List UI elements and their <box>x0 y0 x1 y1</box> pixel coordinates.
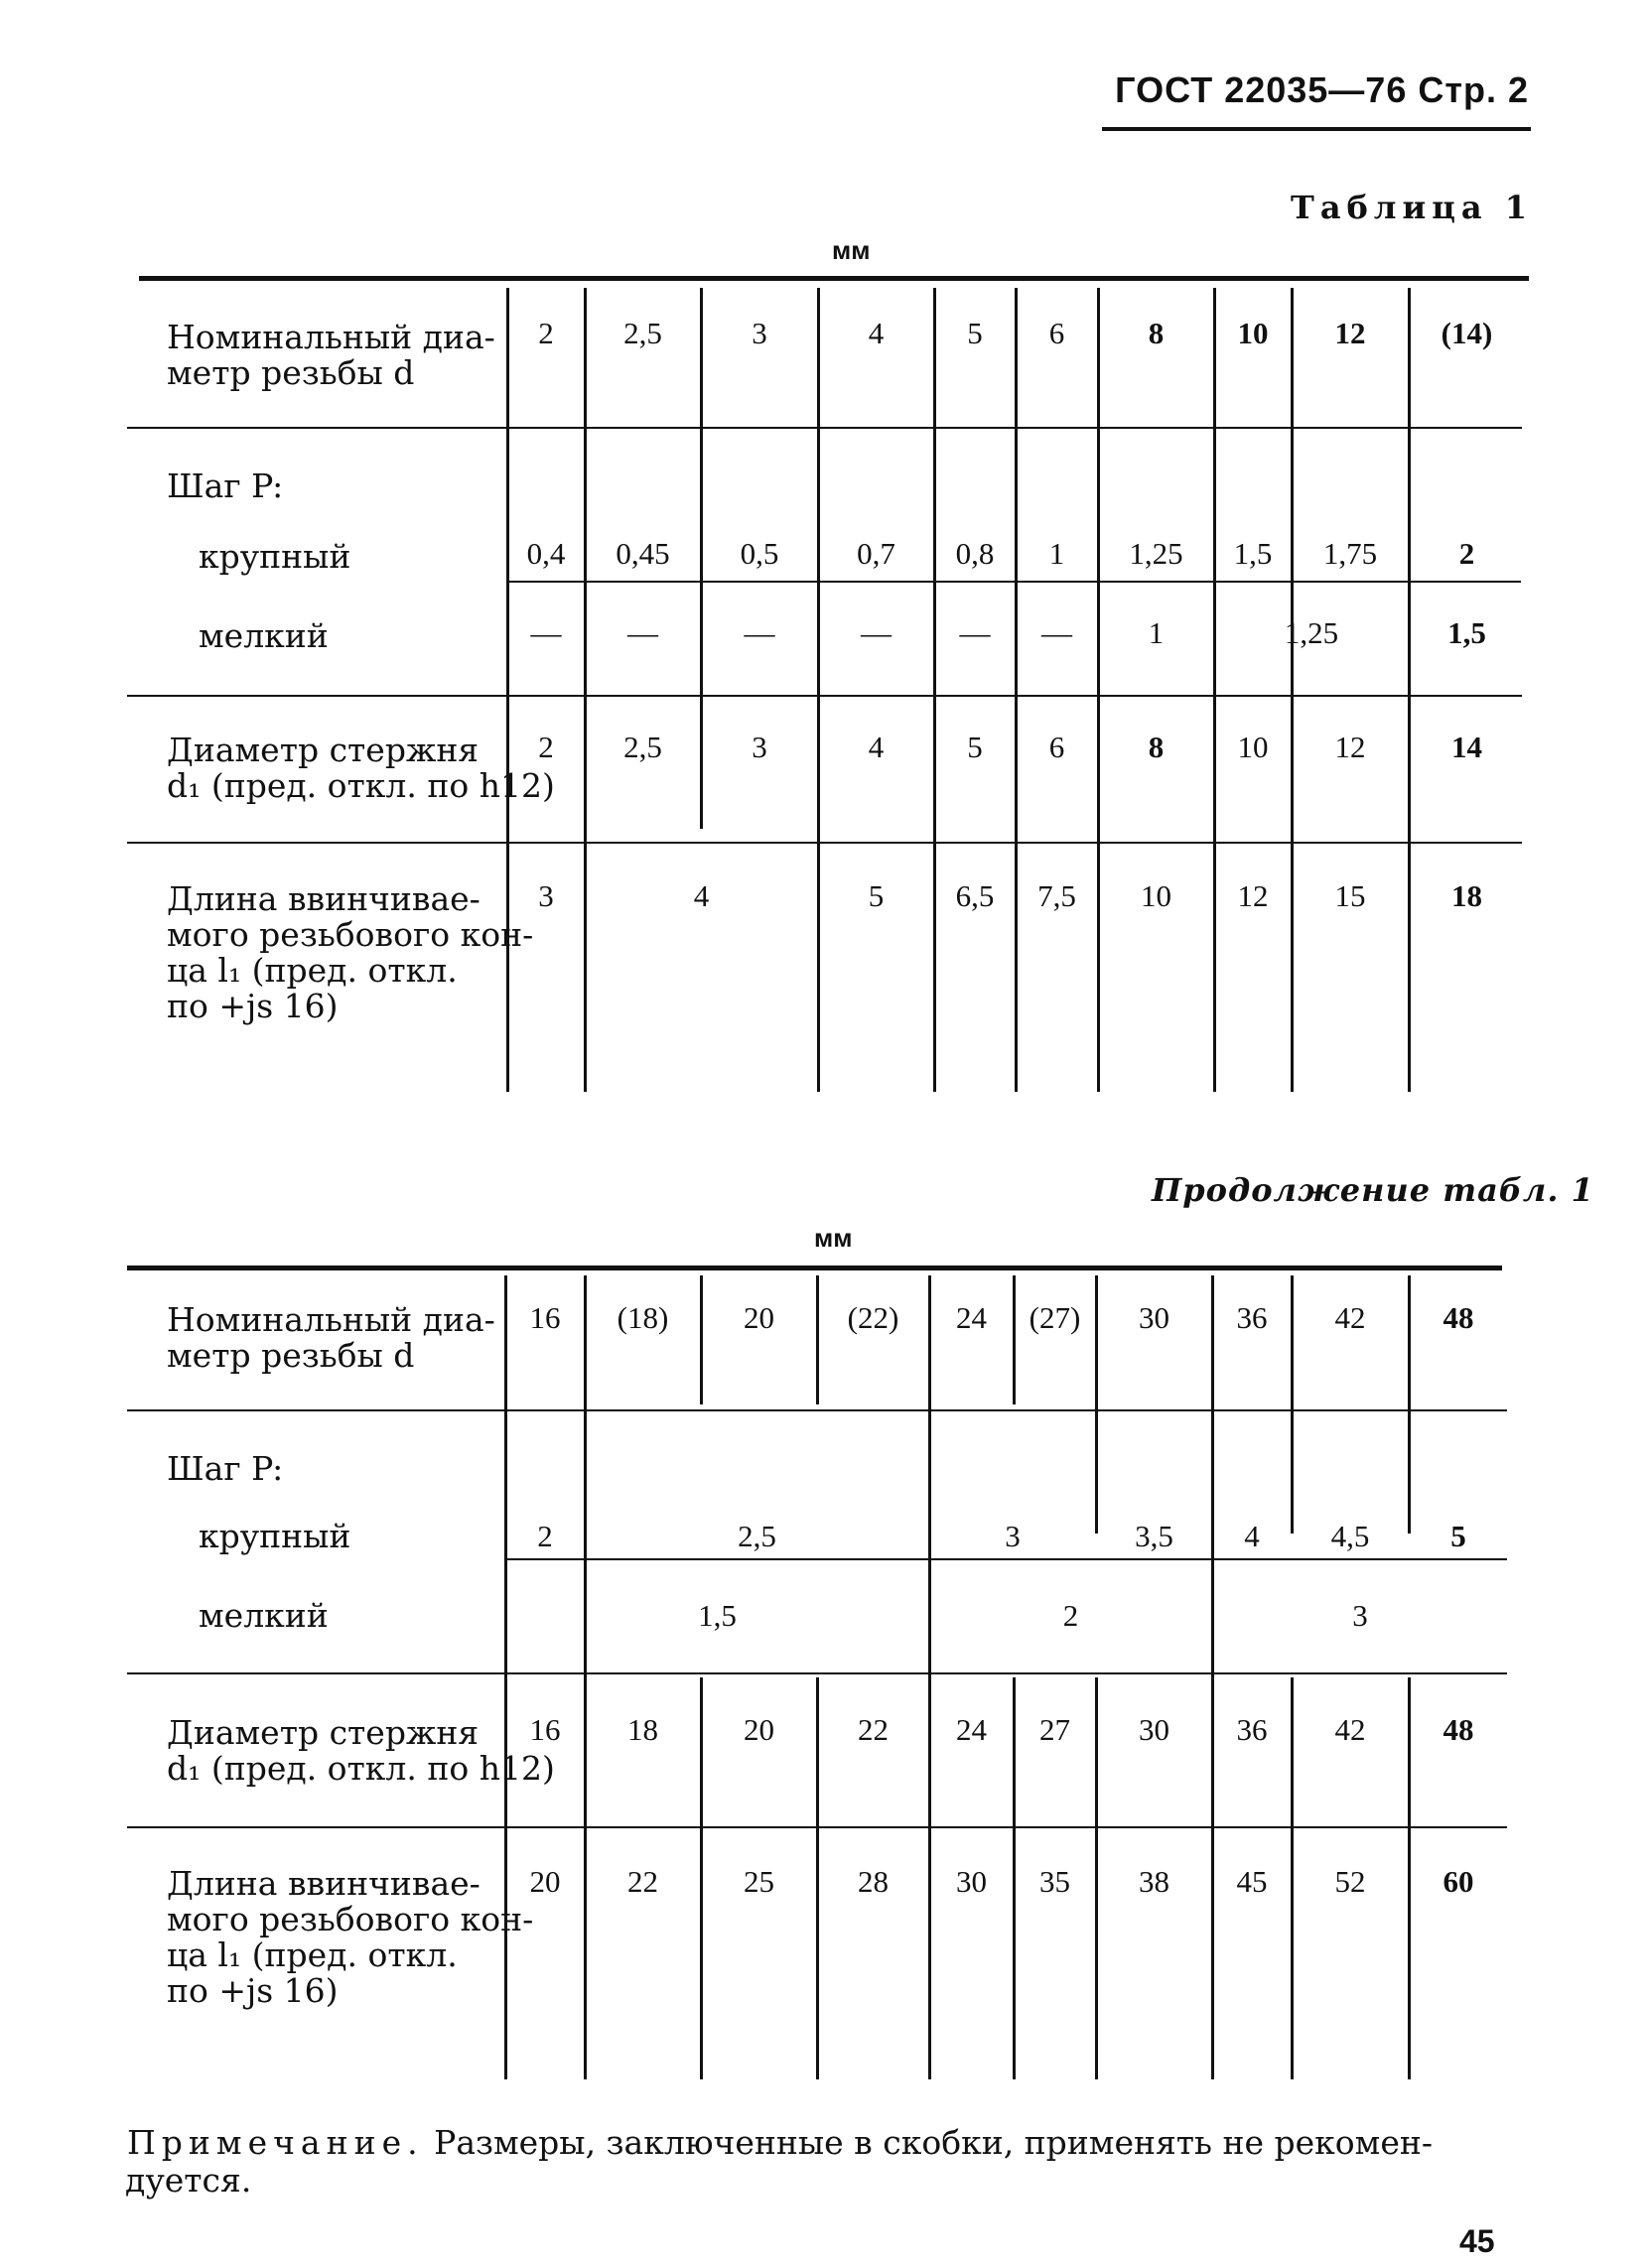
table-cell: 8 <box>1148 316 1165 350</box>
table2-row-rule <box>127 1409 1507 1411</box>
table-cell: 2 <box>1062 1598 1079 1633</box>
table-cell: 6 <box>1048 730 1065 764</box>
table-cell: 5 <box>967 316 983 350</box>
table-cell: 30 <box>956 1864 987 1899</box>
table-cell: (22) <box>847 1300 899 1335</box>
table-cell: 4 <box>868 316 885 350</box>
table2-divider <box>584 1275 587 2079</box>
table1-label-fine: мелкий <box>199 616 329 655</box>
table-cell: 45 <box>1236 1864 1268 1899</box>
table-cell: 0,7 <box>857 536 895 571</box>
table1-divider <box>817 288 820 1092</box>
table-cell: 4 <box>1244 1519 1260 1553</box>
table-cell: 1 <box>1148 615 1165 650</box>
table2-label-pitch: Шаг P: <box>167 1449 284 1488</box>
table-cell: 35 <box>1039 1864 1070 1899</box>
footnote-label: Примечание. <box>127 2123 424 2162</box>
table-cell: — <box>530 615 562 650</box>
page-number: 45 <box>1459 2223 1495 2259</box>
table-cell: 20 <box>529 1864 561 1899</box>
table2-label-fine: мелкий <box>199 1596 329 1635</box>
table-cell: 1,5 <box>698 1598 737 1633</box>
table2-divider <box>816 1275 819 1404</box>
table-cell: 5 <box>967 730 983 764</box>
table-cell: 14 <box>1451 730 1482 764</box>
table-cell: 6,5 <box>955 878 995 913</box>
table-cell: 24 <box>956 1300 987 1335</box>
table-cell: 0,8 <box>955 536 995 571</box>
table-cell: 10 <box>1237 730 1269 764</box>
table-cell: 42 <box>1334 1300 1366 1335</box>
table-cell: 0,4 <box>526 536 566 571</box>
table1-divider <box>1291 288 1294 1092</box>
table-cell: 2 <box>538 730 554 764</box>
table1-label-coarse: крупный <box>199 537 351 576</box>
table1-row-rule <box>127 842 1522 844</box>
table-cell: 6 <box>1048 316 1065 350</box>
table-cell: 3 <box>538 878 554 913</box>
table-cell: 38 <box>1139 1864 1169 1899</box>
table2-unit: мм <box>814 1223 853 1253</box>
table-cell: 7,5 <box>1037 878 1076 913</box>
table-cell: 16 <box>529 1300 561 1335</box>
table-cell: 27 <box>1039 1712 1070 1747</box>
table-cell: — <box>861 615 892 650</box>
table-cell: 52 <box>1334 1864 1366 1899</box>
table1-divider <box>1213 288 1216 1092</box>
table-cell: 3,5 <box>1135 1519 1173 1553</box>
table2-row-rule <box>127 1826 1507 1828</box>
table2-row-rule <box>127 1672 1507 1674</box>
table-cell: 1,25 <box>1284 615 1339 650</box>
table-cell: 22 <box>627 1864 658 1899</box>
table-cell: 3 <box>1005 1519 1021 1553</box>
table-cell: 0,45 <box>616 536 670 571</box>
table1-row-rule <box>508 581 1521 583</box>
table-cell: 22 <box>858 1712 889 1747</box>
table-cell: 18 <box>627 1712 658 1747</box>
table2-divider <box>700 1275 703 1404</box>
table-cell: 1,75 <box>1322 536 1378 571</box>
table-cell: 20 <box>744 1300 774 1335</box>
table2-label-length: Длина ввинчивае- мого резьбового кон- ца l₁ (пред. откл. по +js 16) <box>167 1864 534 2010</box>
table-cell: 36 <box>1236 1300 1268 1335</box>
document-header: ГОСТ 22035—76 Стр. 2 <box>1115 69 1529 110</box>
table-cell: 42 <box>1334 1712 1366 1747</box>
table-cell: 2,5 <box>738 1519 776 1553</box>
table-cell: 20 <box>744 1712 774 1747</box>
table1-label-pitch: Шаг P: <box>167 467 284 505</box>
table-cell: 12 <box>1334 730 1366 764</box>
table2-divider <box>1211 1275 1214 2079</box>
table-cell: 2 <box>1458 536 1475 571</box>
table-cell: 2,5 <box>623 316 662 350</box>
table-cell: 3 <box>752 316 767 350</box>
table1-divider <box>584 288 587 1092</box>
table-cell: 12 <box>1237 878 1269 913</box>
table1-divider <box>1097 288 1100 1092</box>
table-cell: (18) <box>617 1300 669 1335</box>
table2-label-rod: Диаметр стержня d₁ (пред. откл. по h12) <box>167 1713 555 1788</box>
table1-caption: Таблица 1 <box>1291 189 1533 226</box>
table-cell: 1,5 <box>1233 536 1273 571</box>
table-cell: 48 <box>1442 1300 1474 1335</box>
table-cell: 1 <box>1048 536 1065 571</box>
table-cell: 3 <box>1352 1598 1368 1633</box>
table2-row-rule <box>506 1558 1507 1560</box>
table-cell: 18 <box>1451 878 1482 913</box>
table1-label-rod: Диаметр стержня d₁ (пред. откл. по h12) <box>167 731 555 805</box>
table-cell: 4 <box>693 878 710 913</box>
table2-label-nominal: Номинальный диа- метр резьбы d <box>167 1300 495 1375</box>
table-cell: — <box>959 615 991 650</box>
table-cell: 48 <box>1442 1712 1474 1747</box>
table-cell: (27) <box>1029 1300 1081 1335</box>
table-cell: 30 <box>1139 1712 1169 1747</box>
table-cell: 2 <box>537 1519 553 1553</box>
table1-label-nominal: Номинальный диа- метр резьбы d <box>167 318 495 392</box>
table2-top-rule <box>127 1266 1502 1270</box>
table1-divider <box>1408 288 1411 1092</box>
table1-row-rule <box>127 427 1522 429</box>
table1-top-rule <box>139 276 1529 281</box>
table-cell: — <box>744 615 775 650</box>
footnote <box>127 2124 1537 2200</box>
table1-row-rule <box>127 695 1522 697</box>
table-cell: 4,5 <box>1330 1519 1370 1553</box>
table-cell: 25 <box>744 1864 774 1899</box>
table1-unit: мм <box>832 235 871 265</box>
header-rule <box>1102 127 1531 131</box>
table2-divider <box>1013 1275 1016 1404</box>
table-cell: 2 <box>538 316 554 350</box>
table-cell: 60 <box>1442 1864 1474 1899</box>
table-cell: 12 <box>1334 316 1366 350</box>
table-cell: 5 <box>1450 1519 1466 1553</box>
table-cell: 36 <box>1236 1712 1268 1747</box>
table-cell: 10 <box>1141 878 1171 913</box>
table-cell: 4 <box>868 730 885 764</box>
table-cell: 24 <box>956 1712 987 1747</box>
table-cell: — <box>627 615 658 650</box>
table-cell: 1,5 <box>1447 615 1486 650</box>
table2-caption: Продолжение табл. 1 <box>1152 1171 1594 1209</box>
table-cell: 30 <box>1139 1300 1169 1335</box>
table-cell: 16 <box>529 1712 561 1747</box>
table2-label-coarse: крупный <box>199 1517 351 1555</box>
table-cell: 0,5 <box>740 536 779 571</box>
footnote-text-cont: дуется. <box>125 2161 252 2200</box>
table1-divider <box>1015 288 1018 1092</box>
footnote-text: Размеры, заключенные в скобки, применять не рекомен- <box>434 2123 1434 2162</box>
table-cell: 10 <box>1237 316 1269 350</box>
table2-divider <box>928 1275 931 2079</box>
table-cell: 5 <box>868 878 885 913</box>
table-cell: 1,25 <box>1129 536 1183 571</box>
table-cell: 2,5 <box>623 730 662 764</box>
table-cell: 15 <box>1334 878 1366 913</box>
table1-divider <box>933 288 936 1092</box>
table-cell: 8 <box>1148 730 1165 764</box>
table-cell: (14) <box>1441 316 1493 350</box>
table-cell: 28 <box>858 1864 889 1899</box>
table1-label-length: Длина ввинчивае- мого резьбового кон- ца l₁ (пред. откл. по +js 16) <box>167 879 534 1025</box>
table-cell: 3 <box>752 730 767 764</box>
table-cell: — <box>1041 615 1072 650</box>
